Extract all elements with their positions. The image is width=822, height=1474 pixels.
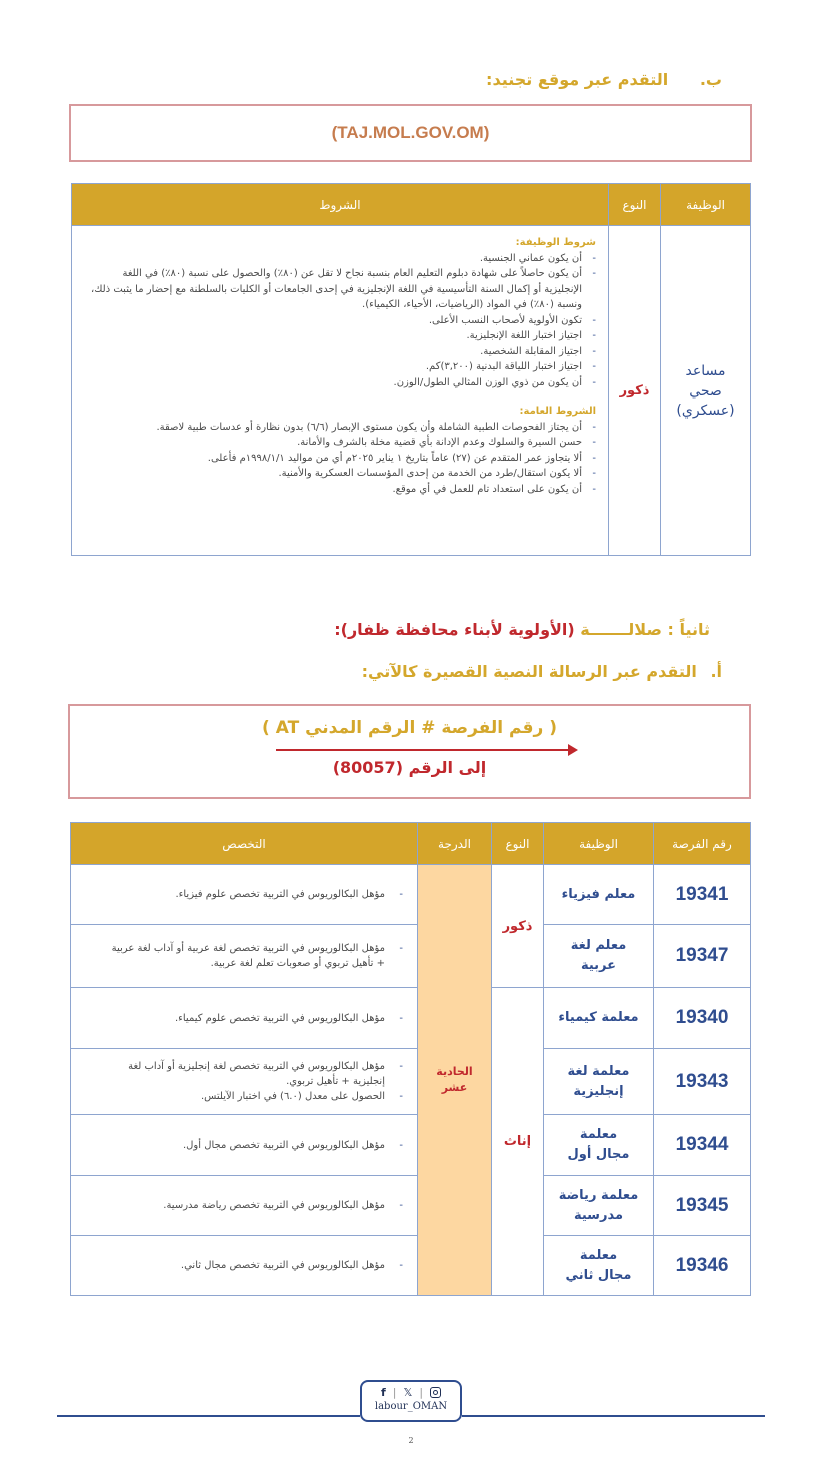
grade — [418, 865, 492, 1296]
spec-item: - مؤهل البكالوريوس في التربية تخصص مجال ثاني. — [101, 1258, 385, 1273]
opportunity-code: 19340 — [654, 988, 751, 1049]
condition-item: - اجتياز اختبار اللغة الإنجليزية. — [84, 328, 582, 344]
job-title-text: معلم لغة عربية — [570, 938, 627, 973]
header-code: رقم الفرصة — [654, 823, 751, 865]
opportunity-code: 19343 — [654, 1049, 751, 1115]
section-letter: أ. — [710, 662, 722, 681]
specialization — [71, 925, 418, 988]
specialization — [71, 1176, 418, 1236]
sms-number: إلى الرقم (80057) — [332, 758, 487, 777]
header-grade: الدرجة — [418, 823, 492, 865]
table-row — [71, 1049, 751, 1115]
section-title: التقدم عبر الرسالة النصية القصيرة كالآتي: — [361, 662, 697, 681]
divider: | — [419, 1386, 424, 1399]
section-title: التقدم عبر موقع تجنيد: — [486, 70, 669, 89]
job-title — [544, 925, 654, 988]
header-gender: النوع — [609, 184, 661, 226]
military-job-table — [71, 183, 751, 556]
section-two-heading — [334, 620, 710, 639]
spec-item: - الحصول على معدل (٦.٠) في اختبار الآيلتس. — [101, 1089, 385, 1104]
opportunity-code: 19344 — [654, 1115, 751, 1176]
condition-item: - ألا يكون استقال/طرد من الخدمة من إحدى المؤسسات العسكرية والأمنية. — [84, 466, 582, 482]
condition-item: - اجتياز المقابلة الشخصية. — [84, 344, 582, 360]
opportunity-code: 19345 — [654, 1176, 751, 1236]
general-conditions-list — [84, 420, 596, 498]
header-job: الوظيفة — [661, 184, 751, 226]
condition-item: - أن يكون من ذوي الوزن المثالي الطول/الوزن. — [84, 375, 582, 391]
condition-item: - أن يكون عماني الجنسية. — [84, 251, 582, 267]
spec-item: - مؤهل البكالوريوس في التربية تخصص علوم كيمياء. — [101, 1011, 385, 1026]
condition-item: - تكون الأولوية لأصحاب النسب الأعلى. — [84, 313, 582, 329]
footer-line-left — [57, 1415, 360, 1417]
general-conditions-title: الشروط العامة: — [519, 406, 596, 417]
specialization — [71, 988, 418, 1049]
condition-item: - اجتياز اختبار اللياقة البدنية (٣,٢٠٠)كم. — [84, 359, 582, 375]
job-title-text: معلمة لغة إنجليزية — [567, 1063, 630, 1099]
job-conditions-title: شروط الوظيفة: — [515, 237, 596, 248]
social-icons — [362, 1386, 460, 1399]
job-title — [544, 1176, 654, 1236]
instagram-icon[interactable] — [430, 1387, 441, 1398]
header-gender: النوع — [492, 823, 544, 865]
job-title: معلم فيزياء — [544, 865, 654, 925]
opportunity-code: 19347 — [654, 925, 751, 988]
opportunity-code: 19341 — [654, 865, 751, 925]
section-two-prefix: ثانياً : صلالـــــــة — [580, 620, 710, 639]
arrow-head-icon — [568, 744, 578, 756]
conditions-cell — [72, 226, 609, 556]
job-title — [544, 1236, 654, 1296]
spec-item: - مؤهل البكالوريوس في التربية تخصص رياضة مدرسية. — [101, 1198, 385, 1213]
job-conditions-list — [84, 251, 596, 391]
spec-item: - مؤهل البكالوريوس في التربية تخصص لغة إنجليزية أو آداب لغة إنجليزية + تأهيل تربوي. — [101, 1059, 385, 1089]
website-link[interactable]: (TAJ.MOL.GOV.OM) — [331, 123, 490, 142]
table-row — [71, 988, 751, 1049]
header-conditions: الشروط — [72, 184, 609, 226]
specialization — [71, 865, 418, 925]
header-job: الوظيفة — [544, 823, 654, 865]
grade-text: الحادية عشر — [436, 1065, 473, 1094]
divider: | — [392, 1386, 397, 1399]
social-handle: labour_OMAN — [374, 1401, 448, 1412]
specialization — [71, 1115, 418, 1176]
job-title-text: معلمة رياضة مدرسية — [558, 1187, 639, 1223]
specialization — [71, 1049, 418, 1115]
opportunity-code: 19346 — [654, 1236, 751, 1296]
job-title-text: معلمة مجال ثاني — [565, 1247, 632, 1283]
job-title-text: معلمة مجال أول — [567, 1127, 630, 1162]
table-row — [71, 925, 751, 988]
spec-item: - مؤهل البكالوريوس في التربية تخصص مجال أول. — [101, 1138, 385, 1153]
sms-box — [68, 704, 751, 799]
sms-format: ( رقم الفرصة # الرقم المدني AT ) — [262, 718, 557, 738]
job-gender: ذكور — [609, 226, 661, 556]
page-number: 2 — [408, 1436, 414, 1445]
job-title — [661, 226, 751, 556]
job-title — [544, 1049, 654, 1115]
condition-item: - أن يكون على استعداد تام للعمل في أي موقع. — [84, 482, 582, 498]
teacher-jobs-table — [70, 822, 751, 1296]
condition-item: - أن يجتاز الفحوصات الطبية الشاملة وأن يكون مستوى الإبصار (٦/٦) بدون نظارة أو عدسات طبية لاصقة. — [84, 420, 582, 436]
facebook-icon[interactable]: f — [380, 1386, 386, 1399]
section-a-heading — [362, 662, 722, 681]
spec-item: - مؤهل البكالوريوس في التربية تخصص لغة عربية أو آداب لغة عربية + تأهيل تربوي أو صعوبات تعلم لغة عربية. — [101, 941, 385, 971]
table-row — [71, 865, 751, 925]
website-box — [69, 104, 752, 162]
job-title: معلمة كيمياء — [544, 988, 654, 1049]
section-letter: ب. — [699, 70, 722, 89]
section-b-heading — [486, 70, 722, 89]
header-spec: التخصص — [71, 823, 418, 865]
condition-item: - أن يكون حاصلاً على شهادة دبلوم التعليم العام بنسبة نجاح لا تقل عن (٨٠٪) والحصول على نسبة (٨٠٪) في اللغة الإنجليزية أو إكمال السنة التأسيسية في اللغة الإنجليزية في إحدى الجامعات أو الكليات بالسلطنة مع إحضار ما يثبت ذلك، ونسبة (٨٠٪) في المواد (الرياضيات، الأحياء، الكيمياء). — [84, 266, 582, 313]
table-row — [71, 1236, 751, 1296]
table-row — [71, 1115, 751, 1176]
gender-male: ذكور — [492, 865, 544, 988]
job-title — [544, 1115, 654, 1176]
condition-item: - حسن السيرة والسلوك وعدم الإدانة بأي قضية مخلة بالشرف والأمانة. — [84, 435, 582, 451]
job-title-text: مساعد صحي (عسكري) — [676, 362, 735, 419]
x-icon[interactable]: 𝕏 — [403, 1386, 413, 1399]
gender-female: إناث — [492, 988, 544, 1296]
section-two-title: (الأولوية لأبناء محافظة ظفار): — [334, 620, 575, 639]
spec-item: - مؤهل البكالوريوس في التربية تخصص علوم فيزياء. — [101, 887, 385, 902]
table-row — [71, 1176, 751, 1236]
footer-line-right — [462, 1415, 765, 1417]
condition-item: - ألا يتجاوز عمر المتقدم عن (٢٧) عاماً بتاريخ ١ يناير ٢٠٢٥م أي من مواليد ١٩٩٨/١/١م فأعلى. — [84, 451, 582, 467]
specialization — [71, 1236, 418, 1296]
sms-arrow — [276, 749, 574, 751]
social-badge — [360, 1380, 462, 1422]
